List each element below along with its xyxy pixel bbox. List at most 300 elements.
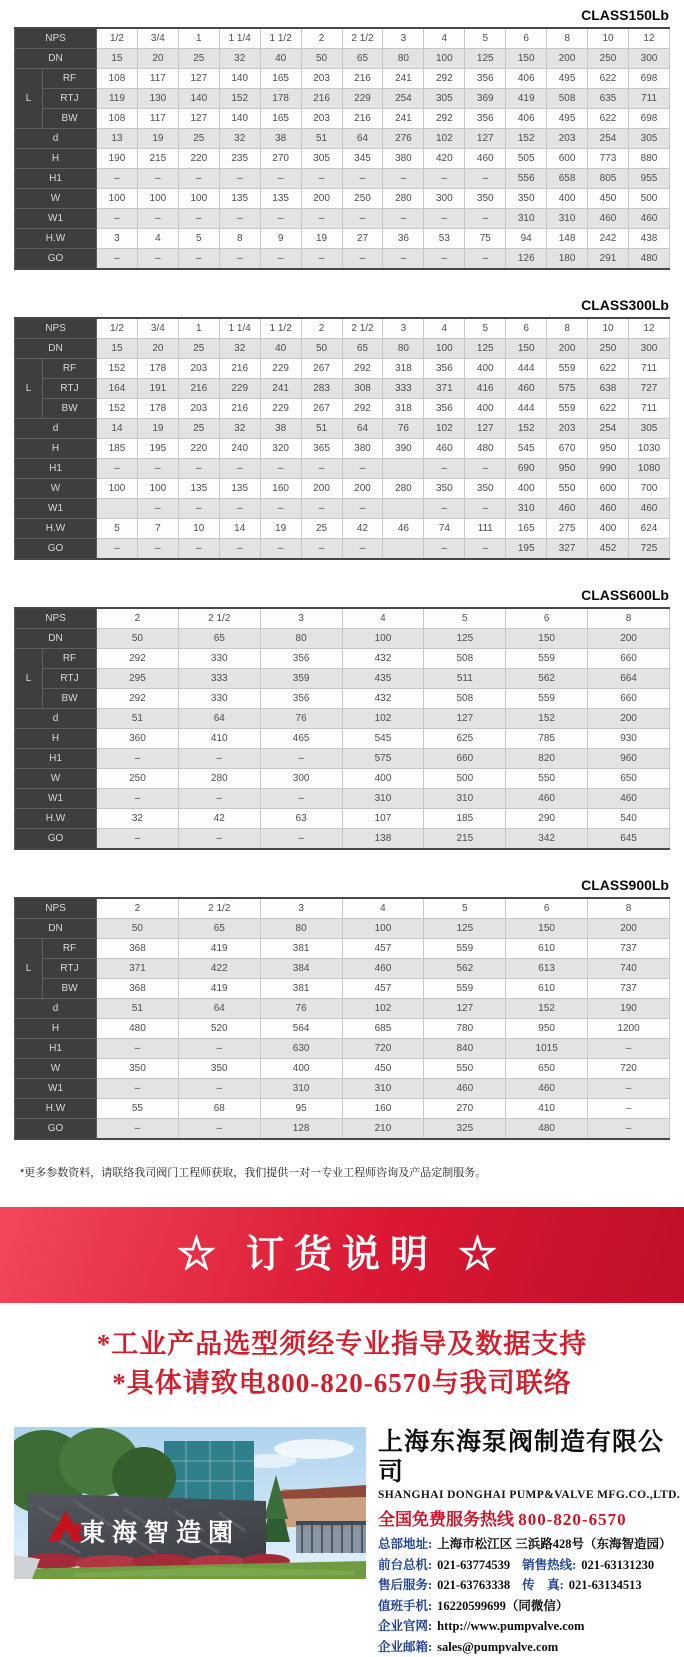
spec-cell: – [260,789,342,809]
spec-cell: 270 [424,1099,506,1119]
spec-cell: 1080 [628,459,669,479]
spec-cell: 242 [588,229,629,249]
spec-cell: 150 [506,339,547,359]
spec-cell: 622 [588,359,629,379]
spec-cell: 127 [178,109,219,129]
spec-cell: 4 [342,608,424,629]
row-label: BW [43,979,97,999]
spec-cell: 1 1/2 [260,28,301,49]
spec-cell: 254 [588,129,629,149]
spec-cell: – [465,499,506,519]
spec-cell: 127 [178,69,219,89]
spec-cell: – [260,539,301,560]
spec-cell: 356 [260,689,342,709]
spec-cell: 127 [465,129,506,149]
spec-cell: 444 [506,399,547,419]
spec-cell: 150 [506,49,547,69]
spec-row [15,829,670,850]
row-label: GO [15,829,97,850]
spec-cell: 658 [547,169,588,189]
spec-cell: 384 [260,959,342,979]
row-label: W [15,769,97,789]
spec-cell: 457 [342,939,424,959]
spec-cell: – [383,249,424,270]
spec-cell: 690 [506,459,547,479]
spec-cell: 280 [383,189,424,209]
row-label: GO [15,1119,97,1140]
spec-cell: 254 [588,419,629,439]
spec-row [15,1119,670,1140]
spec-cell: 64 [178,999,260,1019]
spec-cell: 250 [588,339,629,359]
spec-row [15,919,670,939]
spec-cell: 229 [342,89,383,109]
contact-value: 上海市松江区 三浜路428号（东海智造园） [437,1537,671,1551]
spec-row [15,959,670,979]
spec-cell: 100 [97,189,138,209]
spec-row [15,229,670,249]
spec-cell: – [178,499,219,519]
spec-cell: 108 [97,109,138,129]
spec-cell: 460 [588,209,629,229]
spec-cell: 432 [342,649,424,669]
row-label: d [15,419,97,439]
spec-cell: – [424,169,465,189]
spec-cell: – [301,169,342,189]
spec-cell: 5 [465,28,506,49]
spec-cell: – [178,209,219,229]
spec-cell: 135 [178,479,219,499]
spec-cell: 216 [342,109,383,129]
spec-cell: 5 [424,608,506,629]
spec-cell: 350 [97,1059,179,1079]
spec-cell: 55 [97,1099,179,1119]
row-label: RTJ [43,379,97,399]
spec-cell: 27 [342,229,383,249]
spec-cell: 660 [588,649,670,669]
spec-cell: 2 [97,898,179,919]
spec-cell: 291 [588,249,629,270]
spec-cell: 511 [424,669,506,689]
contact-value: 021-63131230 [581,1558,654,1572]
spec-cell: 200 [342,479,383,499]
spec-cell: 185 [97,439,138,459]
spec-cell: 216 [178,379,219,399]
spec-cell: 333 [383,379,424,399]
spec-cell: 135 [219,189,260,209]
spec-cell: – [178,749,260,769]
spec-cell: 14 [219,519,260,539]
spec-cell: – [260,169,301,189]
spec-cell: 178 [137,399,178,419]
spec-row [15,49,670,69]
spec-cell: – [260,209,301,229]
spec-cell: 480 [97,1019,179,1039]
spec-cell: 480 [506,1119,588,1140]
spec-cell: 235 [219,149,260,169]
spec-cell: 150 [506,919,588,939]
spec-cell: 140 [178,89,219,109]
spec-cell: 152 [219,89,260,109]
spec-cell: 550 [424,1059,506,1079]
spec-cell: 190 [97,149,138,169]
spec-cell: – [342,539,383,560]
spec-cell: 400 [465,399,506,419]
spec-cell: – [97,459,138,479]
contact-label: 企业邮箱: [378,1640,432,1654]
contact-value: 021-63763338 [437,1578,510,1592]
spec-cell: 100 [178,189,219,209]
spec-cell: 545 [342,729,424,749]
spec-cell: 460 [424,439,465,459]
row-label: H.W [15,519,97,539]
spec-cell: 700 [628,479,669,499]
spec-cell: 100 [342,919,424,939]
contact-list [378,1534,684,1657]
spec-cell: 550 [506,769,588,789]
spec-cell: – [97,169,138,189]
spec-cell: 107 [342,809,424,829]
spec-cell: 126 [506,249,547,270]
spec-cell: – [424,459,465,479]
spec-cell: – [342,209,383,229]
spec-cell: – [588,1119,670,1140]
spec-cell: 6 [506,608,588,629]
spec-cell: 6 [506,318,547,339]
row-label: W1 [15,789,97,809]
spec-cell: 625 [424,729,506,749]
order-banner-title: ☆ 订货说明 ☆ [177,1236,506,1274]
spec-cell: 195 [137,439,178,459]
spec-cell: 102 [342,999,424,1019]
spec-table-block [14,876,670,1140]
row-group-label: L [15,939,43,999]
spec-cell: – [219,209,260,229]
spec-cell: 4 [137,229,178,249]
spec-table [14,27,670,270]
spec-cell: 80 [383,49,424,69]
spec-cell: 40 [260,339,301,359]
spec-cell: 51 [301,419,342,439]
spec-cell: 125 [465,49,506,69]
contact-label: 值班手机: [378,1599,432,1613]
spec-cell: 216 [219,399,260,419]
spec-cell: 2 [301,318,342,339]
spec-cell: 254 [383,89,424,109]
contact-value: sales@pumpvalve.com [437,1640,558,1654]
spec-cell: 292 [97,649,179,669]
spec-cell: 416 [465,379,506,399]
spec-cell: – [342,249,383,270]
row-label: H.W [15,809,97,829]
spec-cell: 4 [424,28,465,49]
spec-cell: 203 [547,419,588,439]
spec-cell: 300 [260,769,342,789]
contact-label: 售后服务: [378,1578,432,1592]
spec-cell: 371 [424,379,465,399]
spec-cell: 76 [260,999,342,1019]
spec-cell: 508 [547,89,588,109]
row-label: NPS [15,608,97,629]
spec-row [15,109,670,129]
spec-cell: 550 [547,479,588,499]
spec-cell: 320 [260,439,301,459]
contact-value: 16220599699（同微信） [437,1599,568,1613]
spec-row [15,479,670,499]
spec-cell: 381 [260,979,342,999]
spec-cell: 955 [628,169,669,189]
spec-cell: 1/2 [97,318,138,339]
spec-cell: 50 [301,339,342,359]
spec-cell: – [342,499,383,519]
contact-label: 销售热线: [522,1558,576,1572]
spec-cell: 559 [547,359,588,379]
contact-value: http://www.pumpvalve.com [437,1619,584,1633]
spec-table-block [14,6,670,270]
spec-cell: 508 [424,689,506,709]
row-label: W1 [15,1079,97,1099]
spec-cell: 180 [547,249,588,270]
spec-row [15,209,670,229]
spec-cell: 65 [178,919,260,939]
spec-cell: 8 [547,318,588,339]
spec-cell: – [301,249,342,270]
contact-line [378,1616,684,1637]
spec-cell: 664 [588,669,670,689]
spec-cell: 135 [260,189,301,209]
spec-cell: 3 [383,318,424,339]
spec-cell: 8 [219,229,260,249]
spec-cell: 25 [178,129,219,149]
row-label: RF [43,69,97,89]
spec-cell: 460 [506,379,547,399]
spec-cell: 460 [342,959,424,979]
spec-cell: – [424,539,465,560]
spec-cell: 94 [506,229,547,249]
spec-row [15,649,670,669]
spec-cell: 556 [506,169,547,189]
row-group-label: L [15,69,43,129]
row-label: d [15,709,97,729]
spec-cell: 100 [137,479,178,499]
spec-cell: – [219,539,260,560]
spec-cell: 310 [342,789,424,809]
hotline-number: 800-820-6570 [518,1510,626,1529]
spec-cell: 216 [219,359,260,379]
spec-cell: 645 [588,829,670,850]
spec-cell: – [97,1119,179,1140]
spec-cell: 229 [260,359,301,379]
spec-cell: 333 [178,669,260,689]
spec-cell: 737 [588,939,670,959]
row-label: RF [43,359,97,379]
notice-line-1: *工业产品选型须经专业指导及数据支持 [14,1325,670,1364]
spec-cell: 203 [178,359,219,379]
row-label: NPS [15,898,97,919]
spec-cell: 610 [506,939,588,959]
spec-cell: – [137,249,178,270]
sign-text: 東海智造園 [80,1519,240,1547]
spec-cell: 102 [342,709,424,729]
row-label: W [15,479,97,499]
spec-cell: – [219,459,260,479]
spec-cell: 460 [424,1079,506,1099]
row-label: RTJ [43,89,97,109]
spec-cell: 613 [506,959,588,979]
spec-cell: 460 [628,209,669,229]
contact-value: 021-63774539 [437,1558,510,1572]
spec-cell: 292 [97,689,179,709]
spec-cell: – [465,459,506,479]
spec-cell: 325 [424,1119,506,1140]
spec-cell: 102 [424,129,465,149]
spec-cell: 559 [424,979,506,999]
spec-cell: 108 [97,69,138,89]
spec-row [15,999,670,1019]
spec-cell: 310 [547,209,588,229]
spec-cell: 432 [342,689,424,709]
spec-cell: 495 [547,69,588,89]
spec-cell: 562 [506,669,588,689]
spec-cell: 559 [424,939,506,959]
contact-label: 传 真: [522,1578,564,1592]
row-label: W1 [15,209,97,229]
spec-row [15,1039,670,1059]
spec-cell: – [178,459,219,479]
spec-cell [383,459,424,479]
row-label: H [15,149,97,169]
spec-cell: 127 [424,999,506,1019]
spec-cell: 164 [97,379,138,399]
row-label: H [15,439,97,459]
spec-cell: 8 [588,898,670,919]
spec-row [15,898,670,919]
spec-cell: 64 [342,129,383,149]
spec-cell: 2 1/2 [178,608,260,629]
spec-cell: 150 [506,629,588,649]
row-label: BW [43,399,97,419]
spec-cell: 280 [383,479,424,499]
spec-cell: 19 [137,129,178,149]
spec-cell: 203 [301,109,342,129]
row-label: W [15,189,97,209]
spec-cell: 53 [424,229,465,249]
spec-cell: 452 [588,539,629,560]
spec-cell: 773 [588,149,629,169]
spec-cell: 5 [178,229,219,249]
spec-cell: 310 [506,499,547,519]
spec-cell: 990 [588,459,629,479]
spec-row [15,339,670,359]
spec-cell: 270 [260,149,301,169]
spec-cell: 780 [424,1019,506,1039]
spec-cell: 165 [260,109,301,129]
company-name-en: SHANGHAI DONGHAI PUMP&VALVE MFG.CO.,LTD. [378,1488,684,1503]
row-label: d [15,129,97,149]
spec-cell: – [178,1039,260,1059]
spec-cell: 2 [301,28,342,49]
spec-row [15,379,670,399]
spec-cell: 545 [506,439,547,459]
spec-cell: 25 [301,519,342,539]
spec-row [15,539,670,560]
spec-cell: 8 [547,28,588,49]
spec-cell [97,499,138,519]
spec-cell: 148 [547,229,588,249]
spec-cell: 6 [506,898,588,919]
spec-cell: 630 [260,1039,342,1059]
spec-cell: 685 [342,1019,424,1039]
spec-cell: 670 [547,439,588,459]
spec-cell: 138 [342,829,424,850]
row-label: RF [43,939,97,959]
spec-cell: 200 [588,709,670,729]
hotline-label: 全国免费服务热线 [378,1510,514,1529]
spec-cell: 785 [506,729,588,749]
spec-cell: 650 [588,769,670,789]
company-info [366,1427,684,1657]
spec-cell: 74 [424,519,465,539]
spec-cell: 10 [178,519,219,539]
spec-cell: 216 [342,69,383,89]
spec-cell: 51 [97,709,179,729]
spec-cell: 480 [628,249,669,270]
spec-cell: 80 [260,919,342,939]
row-label: DN [15,919,97,939]
spec-cell: 50 [301,49,342,69]
spec-cell: 400 [506,479,547,499]
row-label: BW [43,689,97,709]
spec-cell: 229 [219,379,260,399]
spec-cell: 12 [628,28,669,49]
spec-cell: 438 [628,229,669,249]
spec-cell: 152 [97,399,138,419]
spec-cell: 135 [219,479,260,499]
spec-cell: 130 [137,89,178,109]
spec-cell: 200 [588,919,670,939]
row-label: NPS [15,318,97,339]
spec-cell: – [97,749,179,769]
spec-cell: 241 [383,109,424,129]
spec-cell: 500 [628,189,669,209]
spec-cell: 380 [342,439,383,459]
spec-cell: 610 [506,979,588,999]
spec-cell: 310 [342,1079,424,1099]
spec-cell: 250 [97,769,179,789]
footer [14,1427,670,1657]
spec-cell: 369 [465,89,506,109]
spec-cell: 720 [342,1039,424,1059]
spec-cell: 3 [260,608,342,629]
spec-cell: 356 [424,399,465,419]
spec-cell: 805 [588,169,629,189]
spec-row [15,749,670,769]
spec-cell: 711 [628,399,669,419]
spec-cell: 711 [628,359,669,379]
spec-row [15,189,670,209]
spec-cell: – [260,249,301,270]
contact-line [378,1637,684,1657]
spec-cell: 100 [424,339,465,359]
spec-cell: 200 [547,49,588,69]
spec-cell: 559 [506,689,588,709]
spec-cell: 460 [506,789,588,809]
spec-row [15,608,670,629]
spec-row [15,439,670,459]
spec-row [15,419,670,439]
spec-cell: 308 [342,379,383,399]
spec-cell: 330 [178,649,260,669]
